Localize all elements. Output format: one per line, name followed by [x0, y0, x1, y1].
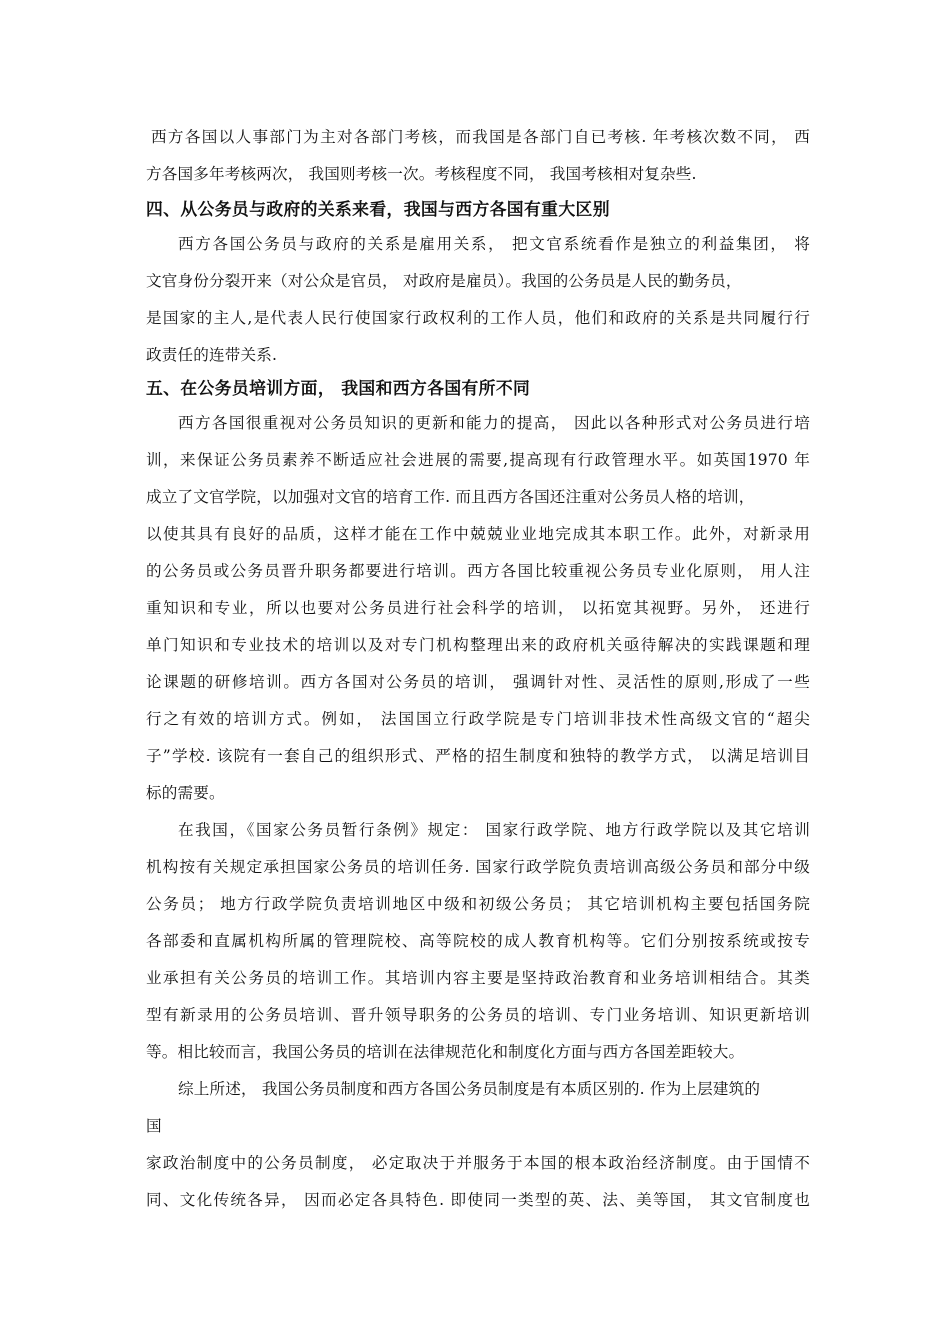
paragraph-line: 行之有效的培训方式。例如， 法国国立行政学院是专门培训非技术性高级文官的“超尖 — [146, 710, 810, 728]
paragraph-line: 西方各国公务员与政府的关系是雇用关系， 把文官系统看作是独立的利益集团， 将 — [178, 235, 810, 253]
paragraph-line: 重知识和专业，所以也要对公务员进行社会科学的培训， 以拓宽其视野。另外， 还进行 — [146, 599, 810, 617]
paragraph-line: 同、文化传统各异， 因而必定各具特色. 即使同一类型的英、法、美等国， 其文官制度也 — [146, 1191, 810, 1209]
paragraph-line: 文官身份分裂开来（对公众是官员， 对政府是雇员）。我国的公务员是人民的勤务员， — [146, 272, 742, 290]
paragraph-line: 家政治制度中的公务员制度， 必定取决于并服务于本国的根本政治经济制度。由于国情不 — [146, 1154, 810, 1172]
paragraph-line: 西方各国很重视对公务员知识的更新和能力的提高， 因此以各种形式对公务员进行培 — [178, 414, 810, 432]
paragraph-line: 论课题的研修培训。西方各国对公务员的培训， 强调针对性、灵活性的原则,形成了一些 — [146, 673, 810, 691]
paragraph-line: 等。相比较而言，我国公务员的培训在法律规范化和制度化方面与西方各国差距较大。 — [146, 1043, 745, 1061]
paragraph-line: 是国家的主人,是代表人民行使国家行政权利的工作人员，他们和政府的关系是共同履行行 — [146, 309, 810, 327]
paragraph-line: 政责任的连带关系. — [146, 346, 278, 364]
paragraph-line: 国 — [146, 1117, 162, 1135]
paragraph-line: 在我国，《国家公务员暂行条例》规定： 国家行政学院、地方行政学院以及其它培训 — [178, 821, 810, 839]
paragraph-line: 训，来保证公务员素养不断适应社会进展的需要,提高现有行政管理水平。如英国1970 年 — [146, 451, 810, 469]
paragraph-line: 各部委和直属机构所属的管理院校、高等院校的成人教育机构等。它们分别按系统或按专 — [146, 932, 810, 950]
paragraph-line: 子”学校. 该院有一套自己的组织形式、严格的招生制度和独特的教学方式， 以满足培训目 — [146, 747, 810, 765]
section-heading-5: 五、在公务员培训方面， 我国和西方各国有所不同 — [146, 378, 531, 398]
paragraph-line: 公务员； 地方行政学院负责培训地区中级和初级公务员； 其它培训机构主要包括国务院 — [146, 895, 810, 913]
paragraph-line: 以使其具有良好的品质，这样才能在工作中兢兢业业地完成其本职工作。此外，对新录用 — [146, 525, 810, 543]
paragraph-line: 方各国多年考核两次， 我国则考核一次。考核程度不同， 我国考核相对复杂些. — [146, 165, 697, 183]
paragraph-line: 型有新录用的公务员培训、晋升领导职务的公务员的培训、专门业务培训、知识更新培训 — [146, 1006, 810, 1024]
paragraph-line: 成立了文官学院，以加强对文官的培育工作. 而且西方各国还注重对公务员人格的培训， — [146, 488, 755, 506]
paragraph-line: 西方各国以人事部门为主对各部门考核，而我国是各部门自已考核. 年考核次数不同， 西 — [151, 128, 810, 146]
paragraph-line: 业承担有关公务员的培训工作。其培训内容主要是坚持政治教育和业务培训相结合。其类 — [146, 969, 810, 987]
paragraph-line: 标的需要。 — [146, 784, 225, 802]
section-heading-4: 四、从公务员与政府的关系来看，我国与西方各国有重大区别 — [146, 199, 610, 219]
paragraph-line: 机构按有关规定承担国家公务员的培训任务. 国家行政学院负责培训高级公务员和部分中级 — [146, 858, 810, 876]
paragraph-line: 的公务员或公务员晋升职务都要进行培训。西方各国比较重视公务员专业化原则， 用人注 — [146, 562, 810, 580]
paragraph-line: 综上所述， 我国公务员制度和西方各国公务员制度是有本质区别的. 作为上层建筑的 — [178, 1080, 761, 1098]
paragraph-line: 单门知识和专业技术的培训以及对专门机构整理出来的政府机关亟待解决的实践课题和理 — [146, 636, 810, 654]
